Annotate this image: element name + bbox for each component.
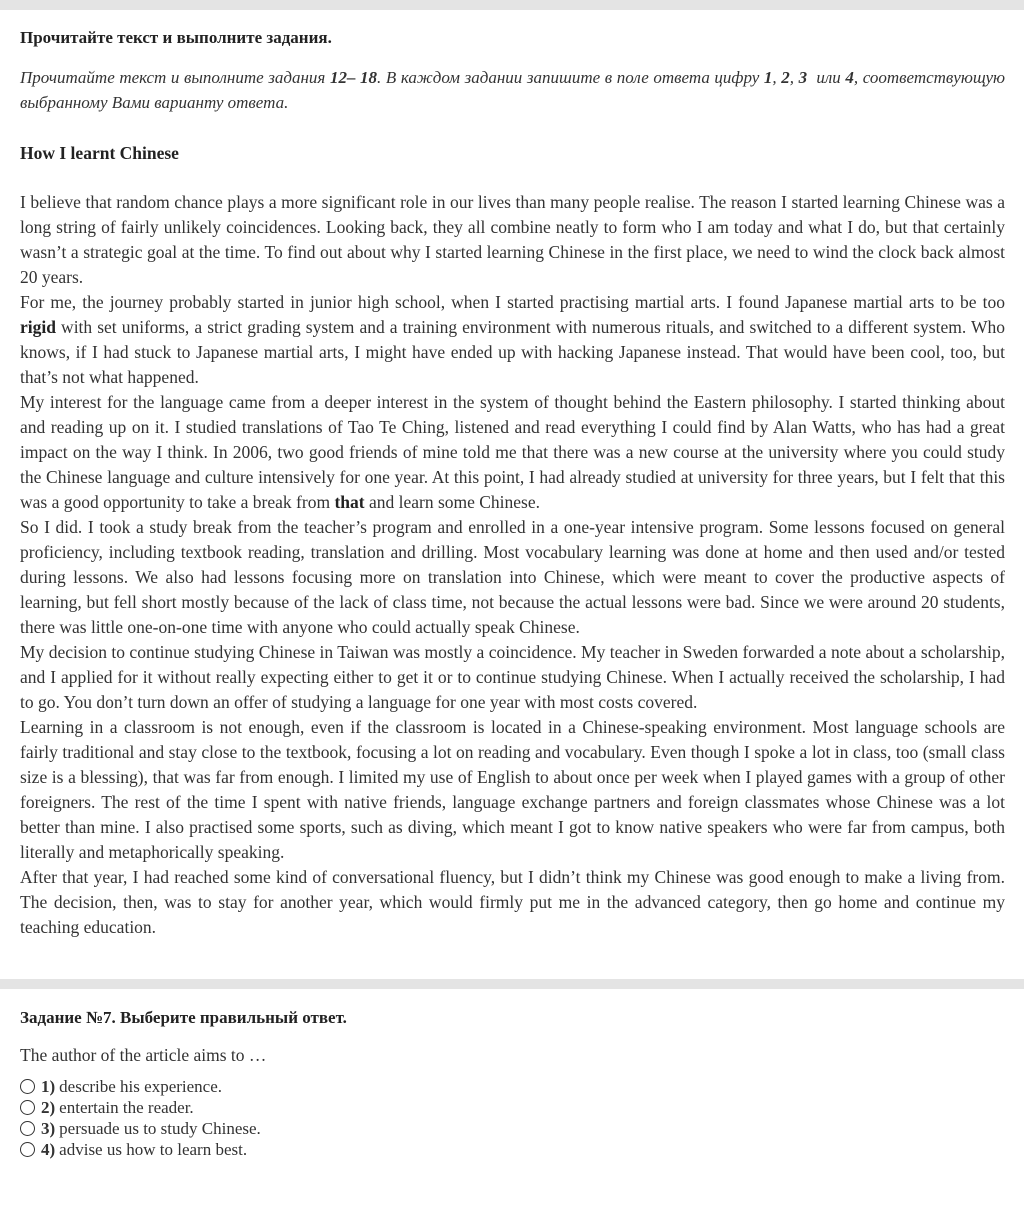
instructions-sep-1: , [772,68,782,87]
instructions-num-2: 2 [781,68,790,87]
paragraph-3-text-a: My interest for the language came from a deeper interest in the system of thought behind the Eastern philosophy. I started thinking about and reading up on it. I studied translations of Tao Te Ching, listened and read everything I could find by Alan Watts, who has had a great impact on the way I think. In 2006, two good friends of mine told me that there was a new course at the university where you could study the Chinese language and culture intensively for one year. At this point, I had already studied at university for three years, but I felt that this was a good opportunity to take a break from [20,392,1005,512]
article-paragraph-3 [20,390,1005,515]
instructions-num-4: 4 [845,68,854,87]
article-paragraph-4: So I did. I took a study break from the teacher’s program and enrolled in a one-year intensive program. Some lessons focused on general proficiency, including textbook reading, translation and drilling. Most vocabulary learning was done at home and then used and/or tested during lessons. We also had lessons focusing more on translation into Chinese, which were meant to cover the productive aspects of learning, but fell short mostly because of the lack of class time, not because the actual lessons were bad. Since we were around 20 students, there was little one-on-one time with anyone who could actually speak Chinese. [20,517,1005,637]
option-number-1: 1) [41,1076,56,1096]
instructions-sep-2: , [789,68,799,87]
instructions-text-2: . В каждом задании запишите в поле ответа цифру [377,68,764,87]
answer-option-3[interactable] [20,1118,1005,1139]
instructions-range: 12– 18 [329,68,378,87]
task-header: Прочитайте текст и выполните задания. [20,28,332,47]
radio-button-1[interactable] [20,1079,35,1094]
option-label-3: persuade us to study Chinese. [59,1118,261,1138]
answer-option-2[interactable] [20,1097,1005,1118]
option-label-2: entertain the reader. [59,1097,194,1117]
option-number-4: 4) [41,1139,56,1159]
instructions-or: или [807,68,846,87]
instructions [20,65,1005,115]
section-divider [0,979,1024,989]
highlighted-word-rigid: rigid [20,317,56,337]
article-paragraph-5: My decision to continue studying Chinese in Taiwan was mostly a coincidence. My teacher in Sweden forwarded a note about a scholarship, and I applied for it without really expecting either to get it or to continue studying Chinese. When I actually received the scholarship, I had to go. You don’t turn down an offer of studying a language for one year with most costs covered. [20,642,1005,712]
radio-button-2[interactable] [20,1100,35,1115]
article-body [20,190,1005,940]
answer-options [20,1076,1005,1160]
paragraph-3-text-b: and learn some Chinese. [364,492,541,512]
paragraph-2-text-b: with set uniforms, a strict grading system and a training environment with numerous rituals, and switched to a different system. Who knows, if I had stuck to Japanese martial arts, I might have ended up with hacking Japanese instead. That would have been cool, too, but that’s not what happened. [20,317,1005,387]
top-divider [0,0,1024,10]
instructions-text-3: , соответствующую выбранному Вами варианту ответа. [20,68,1005,112]
article-title: How I learnt Chinese [20,143,179,163]
instructions-text-1: Прочитайте текст и выполните задания [20,68,330,87]
option-label-4: advise us how to learn best. [59,1139,248,1159]
radio-button-3[interactable] [20,1121,35,1136]
article-paragraph-7: After that year, I had reached some kind of conversational fluency, but I didn’t think my Chinese was good enough to make a living from. The decision, then, was to stay for another year, which would firmly put me in the advanced category, then go home and continue my teaching education. [20,867,1005,937]
question-header: Задание №7. Выберите правильный ответ. [20,1008,347,1027]
instructions-num-3: 3 [798,68,808,87]
option-label-1: describe his experience. [59,1076,223,1096]
article-paragraph-2 [20,290,1005,390]
article-paragraph-1: I believe that random chance plays a more significant role in our lives than many people realise. The reason I started learning Chinese was a long string of fairly unlikely coincidences. Looking back, they all combine neatly to form who I am today and what I do, but that certainly wasn’t a strategic goal at the time. To find out about why I started learning Chinese in the first place, we need to wind the clock back almost 20 years. [20,192,1005,287]
question-prompt: The author of the article aims to … [20,1045,267,1065]
radio-button-4[interactable] [20,1142,35,1157]
instructions-num-1: 1 [763,68,773,87]
highlighted-word-that: that [334,492,365,512]
answer-option-1[interactable] [20,1076,1005,1097]
article-paragraph-6: Learning in a classroom is not enough, even if the classroom is located in a Chinese-speaking environment. Most language schools are fairly traditional and stay close to the textbook, focusing a lot on reading and vocabulary. Even though I spoke a lot in class, too (small class size is a blessing), that was far from enough. I limited my use of English to about once per week when I played games with a group of other foreigners. The rest of the time I spent with native friends, language exchange partners and foreign classmates whose Chinese was a lot better than mine. I also practised some sports, such as diving, which meant I got to know native speakers who were far from campus, both literally and metaphorically speaking. [20,717,1005,862]
option-number-2: 2) [41,1097,56,1117]
answer-option-4[interactable] [20,1139,1005,1160]
option-number-3: 3) [41,1118,56,1138]
paragraph-2-text-a: For me, the journey probably started in junior high school, when I started practising martial arts. I found Japanese martial arts to be too [20,292,1005,312]
